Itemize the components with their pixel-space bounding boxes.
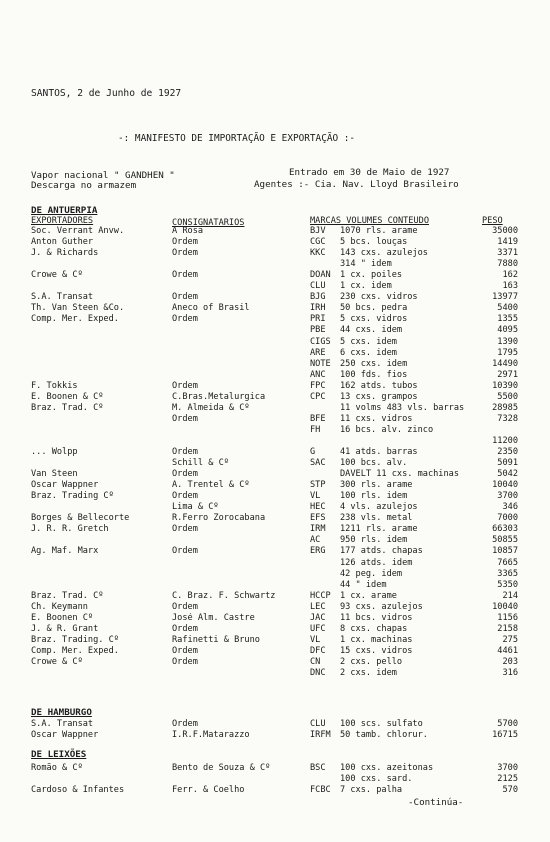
weight-cell: 203: [502, 656, 518, 667]
mark-cell: BJV: [310, 226, 326, 236]
volumes-cell: 238 vls. metal: [340, 513, 413, 524]
weight-cell: 316: [502, 668, 518, 678]
manifest-row: [0, 248, 550, 258]
manifest-row: [0, 513, 550, 523]
manifest-row: [0, 392, 550, 402]
exporter-cell: J. & Richards: [31, 248, 99, 259]
continues-note: -Continúa-: [408, 797, 464, 808]
consignees-header: CONSIGNATARIOS: [172, 218, 245, 228]
weight-cell: 5400: [497, 303, 518, 314]
manifest-row: [0, 657, 550, 667]
manifest-row: [0, 774, 550, 784]
manifest-row: [0, 569, 550, 579]
manifest-row: [0, 491, 550, 501]
volumes-cell: 1211 rls. arame: [340, 524, 418, 535]
volumes-cell: 6 cxs. idem: [340, 347, 397, 358]
manifest-row: [0, 314, 550, 324]
volumes-cell: 177 atds. chapas: [340, 546, 423, 557]
consignee-cell: Ordem: [172, 292, 198, 303]
manifest-row: [0, 303, 550, 313]
weight-cell: 5042: [497, 469, 518, 480]
volumes-cell: 11 volms 483 vls. barras: [340, 402, 465, 413]
exporter-cell: Oscar Wappner: [31, 480, 99, 491]
exporter-cell: F. Tokkis: [31, 380, 78, 391]
volumes-cell: 143 cxs. azulejos: [340, 248, 428, 259]
mark-cell: IRM: [310, 524, 326, 535]
mark-cell: PBE: [310, 325, 326, 336]
agents-line: Agentes :- Cia. Nav. Lloyd Brasileiro: [254, 179, 459, 190]
weight-cell: 346: [502, 502, 518, 513]
volumes-cell: 5 cxs. idem: [340, 336, 397, 347]
exporter-cell: Ch. Keymann: [31, 601, 88, 612]
weight-cell: 35000: [492, 226, 518, 236]
consignee-cell: A Rosa: [172, 226, 204, 236]
weight-cell: 3700: [497, 763, 518, 773]
mark-cell: BFE: [310, 413, 326, 424]
volumes-cell: 44 " idem: [340, 579, 387, 590]
volumes-cell: 41 atds. barras: [340, 447, 418, 457]
volumes-cell: 5 cxs. vidros: [340, 314, 408, 325]
exporter-cell: Th. Van Steen &Co.: [31, 303, 125, 314]
weight-cell: 5350: [497, 579, 518, 590]
manifest-row: [0, 668, 550, 678]
document-title: -: MANIFESTO DE IMPORTAÇÃO E EXPORTAÇÃO :-: [118, 133, 356, 144]
weight-cell: 11200: [492, 435, 518, 446]
volumes-cell: 1 cx. idem: [340, 281, 392, 292]
exporter-cell: Anton Guther: [31, 237, 94, 248]
weight-cell: 5700: [497, 719, 518, 729]
section-title: DE LEIXÕES: [31, 749, 87, 760]
manifest-row: [0, 447, 550, 457]
consignee-cell: Ordem: [172, 645, 198, 656]
manifest-row: [0, 425, 550, 435]
manifest-row: [0, 719, 550, 729]
manifest-row: [0, 580, 550, 590]
mark-cell: DFC: [310, 645, 326, 656]
mark-cell: G: [310, 447, 316, 457]
manifest-row: [0, 259, 550, 269]
consignee-cell: R.Ferro Zorocabana: [172, 513, 266, 524]
weight-cell: 1390: [497, 336, 518, 347]
manifest-row: [0, 237, 550, 247]
consignee-cell: José Alm. Castre: [172, 612, 255, 623]
marks-volumes-header: MARCAS VOLUMES CONTEUDO: [310, 216, 429, 226]
mark-cell: ARE: [310, 347, 326, 358]
exporter-cell: Comp. Mer. Exped.: [31, 645, 119, 656]
mark-cell: BSC: [310, 763, 326, 773]
manifest-row: [0, 524, 550, 534]
mark-cell: FPC: [310, 380, 326, 391]
mark-cell: HEC: [310, 502, 326, 513]
volumes-cell: 7 cxs. palha: [340, 785, 403, 795]
exporter-cell: E. Boonen & Cº: [31, 391, 104, 402]
volumes-cell: 950 rls. idem: [340, 535, 408, 546]
mark-cell: CIGS: [310, 336, 331, 347]
weight-cell: 14490: [492, 358, 518, 369]
volumes-cell: 11 bcs. vidros: [340, 612, 413, 623]
manifest-row: [0, 480, 550, 490]
manifest-row: [0, 337, 550, 347]
consignee-cell: Ordem: [172, 623, 198, 634]
weight-cell: 10857: [492, 546, 518, 557]
mark-cell: ERG: [310, 546, 326, 557]
manifest-row: [0, 270, 550, 280]
weight-cell: 2971: [497, 369, 518, 380]
mark-cell: CLU: [310, 719, 326, 729]
weight-cell: 7000: [497, 513, 518, 524]
manifest-row: [0, 624, 550, 634]
mark-cell: HCCP: [310, 590, 331, 601]
consignee-cell: Ordem: [172, 719, 198, 729]
mark-cell: STP: [310, 480, 326, 491]
mark-cell: BJG: [310, 292, 326, 303]
exporter-cell: Oscar Wappner: [31, 730, 99, 740]
weight-cell: 5500: [497, 391, 518, 402]
manifest-row: [0, 602, 550, 612]
mark-cell: CN: [310, 656, 321, 667]
manifest-row: [0, 591, 550, 601]
manifest-row: [0, 348, 550, 358]
manifest-row: [0, 646, 550, 656]
exporter-cell: J. & R. Grant: [31, 623, 99, 634]
consignee-cell: Ordem: [172, 314, 198, 325]
manifest-row: [0, 730, 550, 740]
consignee-cell: C. Braz. F. Schwartz: [172, 590, 276, 601]
consignee-cell: Schill & Cº: [172, 458, 229, 469]
weight-cell: 13977: [492, 292, 518, 303]
consignee-cell: Ordem: [172, 524, 198, 535]
exporter-cell: E. Boonen Cº: [31, 612, 94, 623]
weight-cell: 10040: [492, 601, 518, 612]
mark-cell: UFC: [310, 623, 326, 634]
section-title: DE HAMBURGO: [31, 707, 92, 718]
volumes-cell: 16 bcs. alv. zinco: [340, 424, 434, 435]
exporter-cell: S.A. Transat: [31, 292, 94, 303]
manifest-row: [0, 359, 550, 369]
exporter-cell: Soc. Verrant Anvw.: [31, 226, 125, 236]
weight-cell: 1355: [497, 314, 518, 325]
volumes-cell: 5 bcs. louças: [340, 237, 408, 248]
exporters-header: EXPORTADORES: [31, 216, 94, 226]
exporter-cell: Ag. Maf. Marx: [31, 546, 99, 557]
mark-cell: DNC: [310, 668, 326, 678]
consignee-cell: Ordem: [172, 601, 198, 612]
mark-cell: DOAN: [310, 270, 331, 281]
volumes-cell: 300 rls. arame: [340, 480, 413, 491]
consignee-cell: Ordem: [172, 656, 198, 667]
exporter-cell: Braz. Trading. Cº: [31, 634, 119, 645]
volumes-cell: 100 fds. fios: [340, 369, 408, 380]
mark-cell: ANC: [310, 369, 326, 380]
volumes-cell: 11 cxs. vidros: [340, 413, 413, 424]
exporter-cell: Borges & Bellecorte: [31, 513, 130, 524]
ship-name: Vapor nacional " GANDHEN ": [31, 170, 175, 181]
manifest-row: [0, 535, 550, 545]
manifest-row: [0, 414, 550, 424]
volumes-cell: 230 cxs. vidros: [340, 292, 418, 303]
volumes-cell: 13 cxs. grampos: [340, 391, 418, 402]
volumes-cell: 50 tamb. chlorur.: [340, 730, 428, 740]
mark-cell: LEC: [310, 601, 326, 612]
weight-cell: 4095: [497, 325, 518, 336]
exporter-cell: S.A. Transat: [31, 719, 94, 729]
consignee-cell: Aneco of Brasil: [172, 303, 250, 314]
weight-header: PESO: [482, 216, 503, 226]
weight-cell: 66303: [492, 524, 518, 535]
exporter-cell: Braz. Trad. Cº: [31, 590, 104, 601]
manifest-row: [0, 370, 550, 380]
mark-cell: VL: [310, 634, 321, 645]
consignee-cell: Ordem: [172, 469, 198, 480]
exporter-cell: Cardoso & Infantes: [31, 785, 125, 795]
manifest-row: [0, 469, 550, 479]
weight-cell: 162: [502, 270, 518, 281]
manifest-row: [0, 381, 550, 391]
manifest-row: [0, 785, 550, 795]
weight-cell: 570: [502, 785, 518, 795]
mark-cell: NOTE: [310, 358, 331, 369]
weight-cell: 275: [502, 634, 518, 645]
manifest-row: [0, 226, 550, 236]
consignee-cell: A. Trentel & Cº: [172, 480, 250, 491]
consignee-cell: M. Almeida & Cº: [172, 402, 250, 413]
volumes-cell: 162 atds. tubos: [340, 380, 418, 391]
exporter-cell: Braz. Trad. Cº: [31, 402, 104, 413]
volumes-cell: 1070 rls. arame: [340, 226, 418, 236]
consignee-cell: Ordem: [172, 447, 198, 457]
weight-cell: 3365: [497, 568, 518, 579]
consignee-cell: C.Bras.Metalurgica: [172, 391, 266, 402]
consignee-cell: Ordem: [172, 237, 198, 248]
volumes-cell: 1 cx. machinas: [340, 634, 413, 645]
manifest-row: [0, 546, 550, 556]
consignee-cell: Ordem: [172, 380, 198, 391]
section-title: DE ANTUERPIA: [31, 205, 98, 216]
exporter-cell: J. R. R. Gretch: [31, 524, 109, 535]
volumes-cell: 100 cxs. azeitonas: [340, 763, 434, 773]
exporter-cell: Braz. Trading Cº: [31, 491, 114, 502]
weight-cell: 7328: [497, 413, 518, 424]
mark-cell: CGC: [310, 237, 326, 248]
mark-cell: IRFM: [310, 730, 331, 740]
exporter-cell: ... Wolpp: [31, 447, 78, 457]
weight-cell: 163: [502, 281, 518, 292]
manifest-row: [0, 635, 550, 645]
volumes-cell: DAVELT 11 cxs. machinas: [340, 469, 459, 480]
consignee-cell: Lima & Cº: [172, 502, 219, 513]
consignee-cell: Ferr. & Coelho: [172, 785, 245, 795]
manifest-row: [0, 403, 550, 413]
volumes-cell: 100 bcs. alv.: [340, 458, 408, 469]
weight-cell: 7665: [497, 557, 518, 568]
mark-cell: VL: [310, 491, 321, 502]
weight-cell: 50855: [492, 535, 518, 546]
consignee-cell: Ordem: [172, 248, 198, 259]
volumes-cell: 42 peg. idem: [340, 568, 403, 579]
weight-cell: 1419: [497, 237, 518, 248]
weight-cell: 7880: [497, 259, 518, 270]
weight-cell: 4461: [497, 645, 518, 656]
consignee-cell: Bento de Souza & Cº: [172, 763, 271, 773]
consignee-cell: Ordem: [172, 413, 198, 424]
weight-cell: 214: [502, 590, 518, 601]
volumes-cell: 8 cxs. chapas: [340, 623, 408, 634]
volumes-cell: 100 cxs. sard.: [340, 774, 413, 784]
mark-cell: IRH: [310, 303, 326, 314]
consignee-cell: I.R.F.Matarazzo: [172, 730, 250, 740]
mark-cell: AC: [310, 535, 321, 546]
consignee-cell: Ordem: [172, 546, 198, 557]
consignee-cell: Rafinetti & Bruno: [172, 634, 260, 645]
manifest-row: [0, 502, 550, 512]
mark-cell: FCBC: [310, 785, 331, 795]
weight-cell: 2350: [497, 447, 518, 457]
manifest-row: [0, 458, 550, 468]
weight-cell: 1795: [497, 347, 518, 358]
volumes-cell: 93 cxs. azulejos: [340, 601, 423, 612]
manifest-row: [0, 325, 550, 335]
arrival-date: Entrado em 30 de Maio de 1927: [289, 167, 450, 178]
volumes-cell: 15 cxs. vidros: [340, 645, 413, 656]
manifest-row: [0, 763, 550, 773]
consignee-cell: Ordem: [172, 270, 198, 281]
volumes-cell: 126 atds. idem: [340, 557, 413, 568]
exporter-cell: Crowe & Cº: [31, 270, 83, 281]
exporter-cell: Comp. Mer. Exped.: [31, 314, 119, 325]
volumes-cell: 4 vls. azulejos: [340, 502, 418, 513]
mark-cell: EFS: [310, 513, 326, 524]
weight-cell: 2125: [497, 774, 518, 784]
mark-cell: CLU: [310, 281, 326, 292]
warehouse-line: Descarga no armazem: [31, 180, 137, 191]
manifest-row: [0, 558, 550, 568]
weight-cell: 28985: [492, 402, 518, 413]
weight-cell: 3700: [497, 491, 518, 502]
volumes-cell: 1 cx. arame: [340, 590, 397, 601]
exporter-cell: Crowe & Cº: [31, 656, 83, 667]
weight-cell: 2158: [497, 623, 518, 634]
manifest-row: [0, 613, 550, 623]
manifest-row: [0, 281, 550, 291]
volumes-cell: 44 cxs. idem: [340, 325, 403, 336]
volumes-cell: 100 rls. idem: [340, 491, 408, 502]
weight-cell: 3371: [497, 248, 518, 259]
mark-cell: FH: [310, 424, 321, 435]
date-line: SANTOS, 2 de Junho de 1927: [31, 88, 182, 99]
weight-cell: 16715: [492, 730, 518, 740]
volumes-cell: 1 cx. poiles: [340, 270, 403, 281]
weight-cell: 5091: [497, 458, 518, 469]
mark-cell: KKC: [310, 248, 326, 259]
volumes-cell: 2 cxs. pello: [340, 656, 403, 667]
manifest-row: [0, 292, 550, 302]
volumes-cell: 250 cxs. idem: [340, 358, 408, 369]
mark-cell: JAC: [310, 612, 326, 623]
weight-cell: 10040: [492, 480, 518, 491]
volumes-cell: 2 cxs. idem: [340, 668, 397, 678]
weight-cell: 10390: [492, 380, 518, 391]
consignee-cell: Ordem: [172, 491, 198, 502]
mark-cell: CPC: [310, 391, 326, 402]
mark-cell: SAC: [310, 458, 326, 469]
volumes-cell: 50 bcs. pedra: [340, 303, 408, 314]
exporter-cell: Romão & Cº: [31, 763, 83, 773]
weight-cell: 1156: [497, 612, 518, 623]
mark-cell: PRI: [310, 314, 326, 325]
manifest-row: [0, 436, 550, 446]
volumes-cell: 314 " idem: [340, 259, 392, 270]
volumes-cell: 100 scs. sulfato: [340, 719, 423, 729]
exporter-cell: Van Steen: [31, 469, 78, 480]
